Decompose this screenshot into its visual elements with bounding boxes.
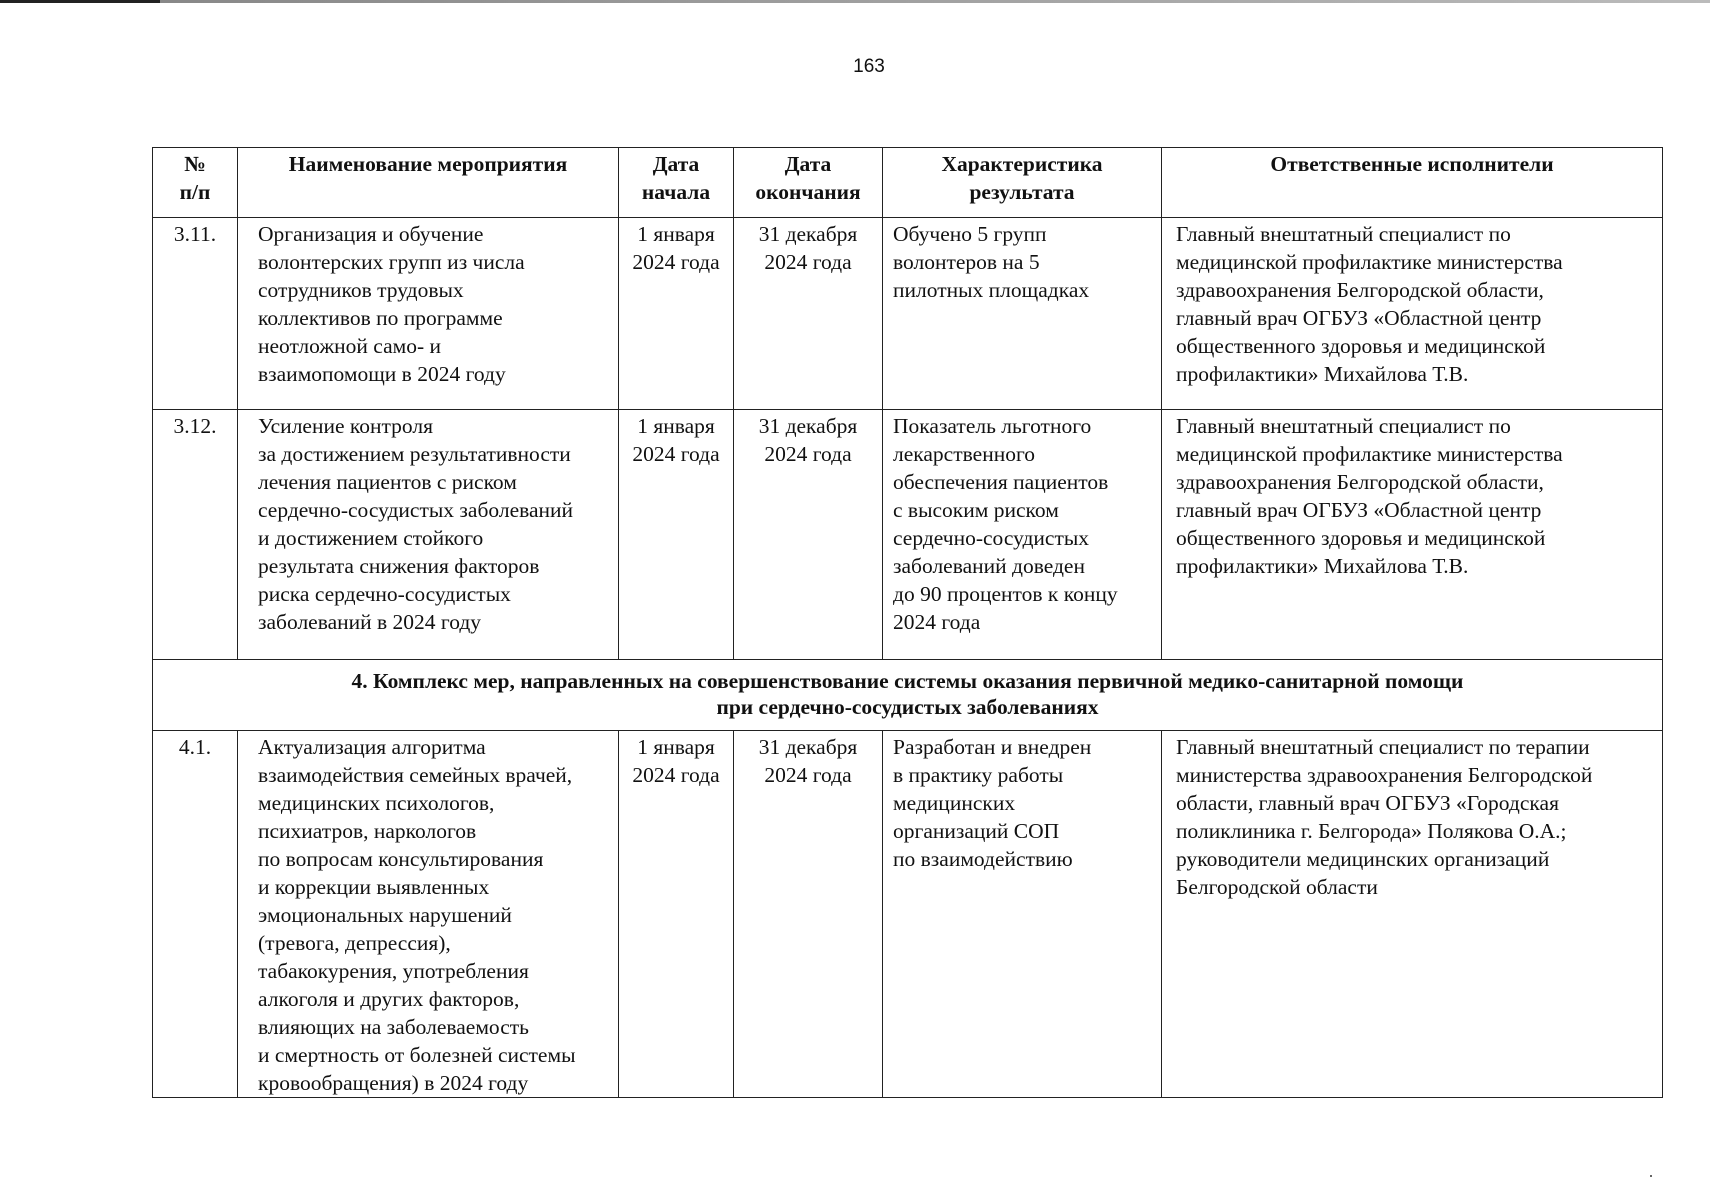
header-result: Характеристика результата <box>883 148 1162 218</box>
activities-table <box>152 147 1663 1098</box>
row-number: 4.1. <box>153 731 238 1098</box>
end-date: 31 декабря 2024 года <box>734 410 883 660</box>
start-date: 1 января 2024 года <box>619 218 734 410</box>
scan-dot <box>1650 1175 1652 1177</box>
responsible-executors: Главный внештатный специалист по медицинской профилактике министерства здравоохранения Белгородской области, главный врач ОГБУЗ «Областной центр общественного здоровья и медицинской профилактики» Михайлова Т.В. <box>1162 218 1663 410</box>
activity-name: Усиление контроля за достижением результативности лечения пациентов с риском сердечно-сосудистых заболеваний и достижением стойкого результата снижения факторов риска сердечно-сосудистых заболеваний в 2024 году <box>238 410 619 660</box>
activity-name: Актуализация алгоритма взаимодействия семейных врачей, медицинских психологов, психиатров, наркологов по вопросам консультирования и коррекции выявленных эмоциональных нарушений (тревога, депрессия), табакокурения, употребления алкоголя и других факторов, влияющих на заболеваемость и смертность от болезней системы кровообращения) в 2024 году <box>238 731 619 1098</box>
table-row <box>153 218 1663 410</box>
start-date: 1 января 2024 года <box>619 410 734 660</box>
result-description: Показатель льготного лекарственного обеспечения пациентов с высоким риском сердечно-сосудистых заболеваний доведен до 90 процентов к концу 2024 года <box>883 410 1162 660</box>
header-activity-name: Наименование мероприятия <box>238 148 619 218</box>
header-end-date: Дата окончания <box>734 148 883 218</box>
table-header-row <box>153 148 1663 218</box>
result-description: Разработан и внедрен в практику работы медицинских организаций СОП по взаимодействию <box>883 731 1162 1098</box>
table-row <box>153 410 1663 660</box>
section-heading-row <box>153 660 1663 731</box>
responsible-executors: Главный внештатный специалист по терапии министерства здравоохранения Белгородской области, главный врач ОГБУЗ «Городская поликлиника г. Белгорода» Полякова О.А.; руководители медицинских организаций Белгородской области <box>1162 731 1663 1098</box>
header-responsible: Ответственные исполнители <box>1162 148 1663 218</box>
table-row <box>153 731 1663 1098</box>
page-number: 163 <box>853 56 885 77</box>
section-heading: 4. Комплекс мер, направленных на совершенствование системы оказания первичной медико-санитарной помощи при сердечно-сосудистых заболеваниях <box>153 660 1663 731</box>
result-description: Обучено 5 групп волонтеров на 5 пилотных площадках <box>883 218 1162 410</box>
end-date: 31 декабря 2024 года <box>734 218 883 410</box>
header-start-date: Дата начала <box>619 148 734 218</box>
activity-name: Организация и обучение волонтерских групп из числа сотрудников трудовых коллективов по программе неотложной само- и взаимопомощи в 2024 году <box>238 218 619 410</box>
row-number: 3.11. <box>153 218 238 410</box>
row-number: 3.12. <box>153 410 238 660</box>
responsible-executors: Главный внештатный специалист по медицинской профилактике министерства здравоохранения Белгородской области, главный врач ОГБУЗ «Областной центр общественного здоровья и медицинской профилактики» Михайлова Т.В. <box>1162 410 1663 660</box>
start-date: 1 января 2024 года <box>619 731 734 1098</box>
end-date: 31 декабря 2024 года <box>734 731 883 1098</box>
top-border-line <box>0 0 1710 3</box>
header-number: № п/п <box>153 148 238 218</box>
